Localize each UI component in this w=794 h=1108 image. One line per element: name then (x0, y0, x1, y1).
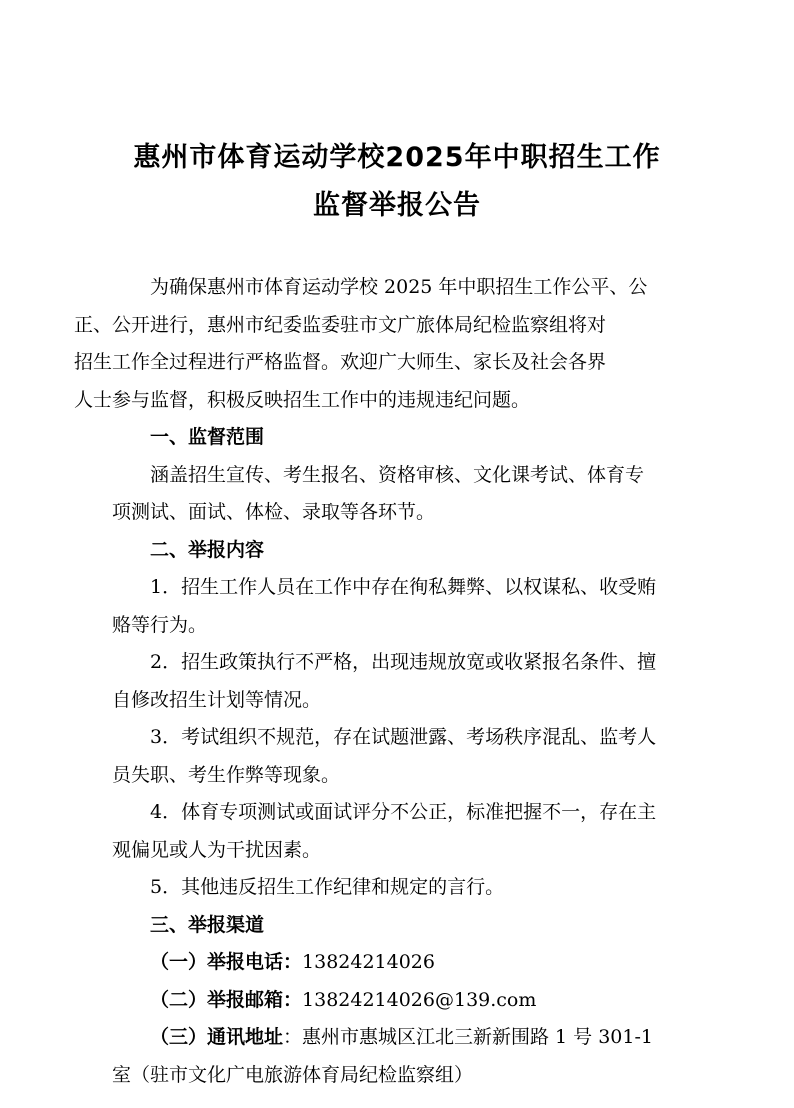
report-item-line: 4．体育专项测试或面试评分不公正，标准把握不一，存在主 (150, 801, 657, 823)
section-heading-content: 二、举报内容 (150, 538, 265, 561)
report-address-label: （三）通讯地址 (150, 1026, 284, 1048)
scope-line: 涵盖招生宣传、考生报名、资格审核、文化课考试、体育专 (150, 463, 645, 486)
intro-line: 招生工作全过程进行严格监督。欢迎广大师生、家长及社会各界 (74, 351, 607, 373)
intro-paragraph (74, 269, 687, 419)
document-body (74, 269, 687, 1094)
intro-line: 正、公开进行，惠州市纪委监委驻市文广旅体局纪检监察组将对 (74, 313, 607, 336)
report-item (112, 719, 687, 794)
report-item (112, 869, 687, 907)
scope-paragraph (112, 457, 687, 532)
report-item (112, 794, 687, 869)
report-item-line: 员失职、考生作弊等现象。 (112, 763, 341, 786)
intro-line: 人士参与监督，积极反映招生工作中的违规违纪问题。 (74, 388, 531, 411)
report-address (112, 1019, 687, 1094)
report-address-value: ：惠州市惠城区江北三新新围路 1 号 301-1 (283, 1026, 653, 1048)
report-item (112, 644, 687, 719)
report-email-address[interactable]: 13824214026@139.com (302, 988, 537, 1011)
report-email (112, 982, 687, 1020)
report-address-line: 室（驻市文化广电旅游体育局纪检监察组） (112, 1063, 474, 1086)
section-heading-scope: 一、监督范围 (150, 426, 265, 448)
report-item-line: 观偏见或人为干扰因素。 (112, 838, 322, 861)
report-item (112, 569, 687, 644)
report-phone-label: （一）举报电话： (150, 951, 303, 973)
report-item-line: 2．招生政策执行不严格，出现违规放宽或收紧报名条件、擅 (150, 651, 657, 673)
intro-line: 为确保惠州市体育运动学校 2025 年中职招生工作公平、公 (150, 276, 648, 298)
report-email-label: （二）举报邮箱： (150, 988, 303, 1011)
report-item-line: 5．其他违反招生工作纪律和规定的言行。 (150, 876, 505, 898)
report-address-line (112, 1019, 687, 1057)
report-item-line: 1．招生工作人员在工作中存在徇私舞弊、以权谋私、收受贿 (150, 576, 657, 598)
report-phone (112, 944, 687, 982)
report-item-line: 3．考试组织不规范，存在试题泄露、考场秩序混乱、监考人 (150, 726, 657, 748)
report-item-line: 赂等行为。 (112, 613, 208, 636)
section-heading-channels: 三、举报渠道 (150, 913, 265, 936)
scope-line: 项测试、面试、体检、录取等各环节。 (112, 501, 436, 523)
document-title-line-1: 惠州市体育运动学校2025年中职招生工作 (133, 142, 661, 173)
report-phone-number[interactable]: 13824214026 (302, 951, 435, 973)
document-title-line-2: 监督举报公告 (313, 190, 481, 221)
report-item-line: 自修改招生计划等情况。 (112, 688, 322, 711)
